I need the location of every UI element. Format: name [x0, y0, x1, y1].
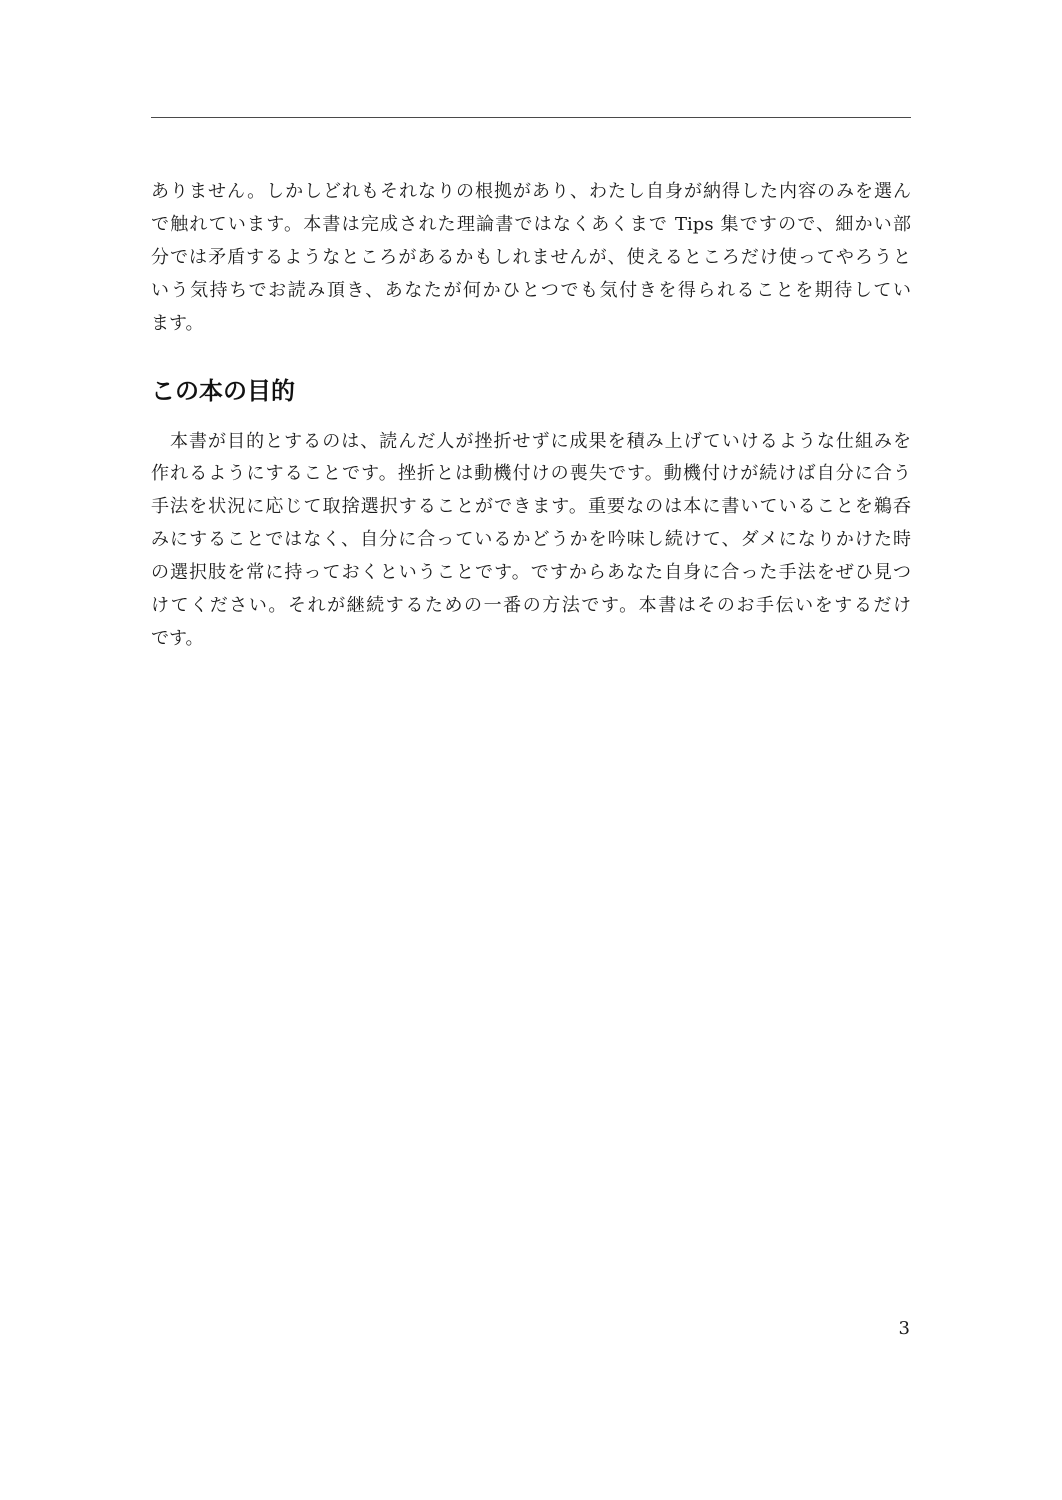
paragraph-line: の選択肢を常に持っておくということです。ですからあなた自身に合った手法をぜひ見つ [151, 562, 911, 583]
header-rule [151, 117, 911, 118]
paragraph-line: 作れるようにすることです。挫折とは動機付けの喪失です。動機付けが続けば自分に合う [151, 463, 911, 484]
paragraph-line: 手法を状況に応じて取捨選択することができます。重要なのは本に書いていることを鵜呑 [151, 496, 911, 517]
paragraph-line: ありません。しかしどれもそれなりの根拠があり、わたし自身が納得した内容のみを選ん [151, 181, 911, 202]
page-number: 3 [898, 1318, 910, 1339]
section-heading: この本の目的 [151, 377, 295, 405]
paragraph-line: 本書が目的とするのは、読んだ人が挫折せずに成果を積み上げていけるような仕組みを [170, 431, 911, 452]
paragraph-line: けてください。それが継続するための一番の方法です。本書はそのお手伝いをするだけ [151, 595, 911, 616]
paragraph-line: で触れています。本書は完成された理論書ではなくあくまで Tips 集ですので、細かい部 [151, 214, 911, 235]
paragraph-line: いう気持ちでお読み頂き、あなたが何かひとつでも気付きを得られることを期待してい [151, 280, 911, 301]
paragraph-line: ます。 [151, 313, 204, 334]
paragraph-line: みにすることではなく、自分に合っているかどうかを吟味し続けて、ダメになりかけた時 [151, 529, 911, 550]
paragraph-line: 分では矛盾するようなところがあるかもしれませんが、使えるところだけ使ってやろうと [151, 247, 911, 268]
paragraph-line: です。 [151, 628, 204, 649]
